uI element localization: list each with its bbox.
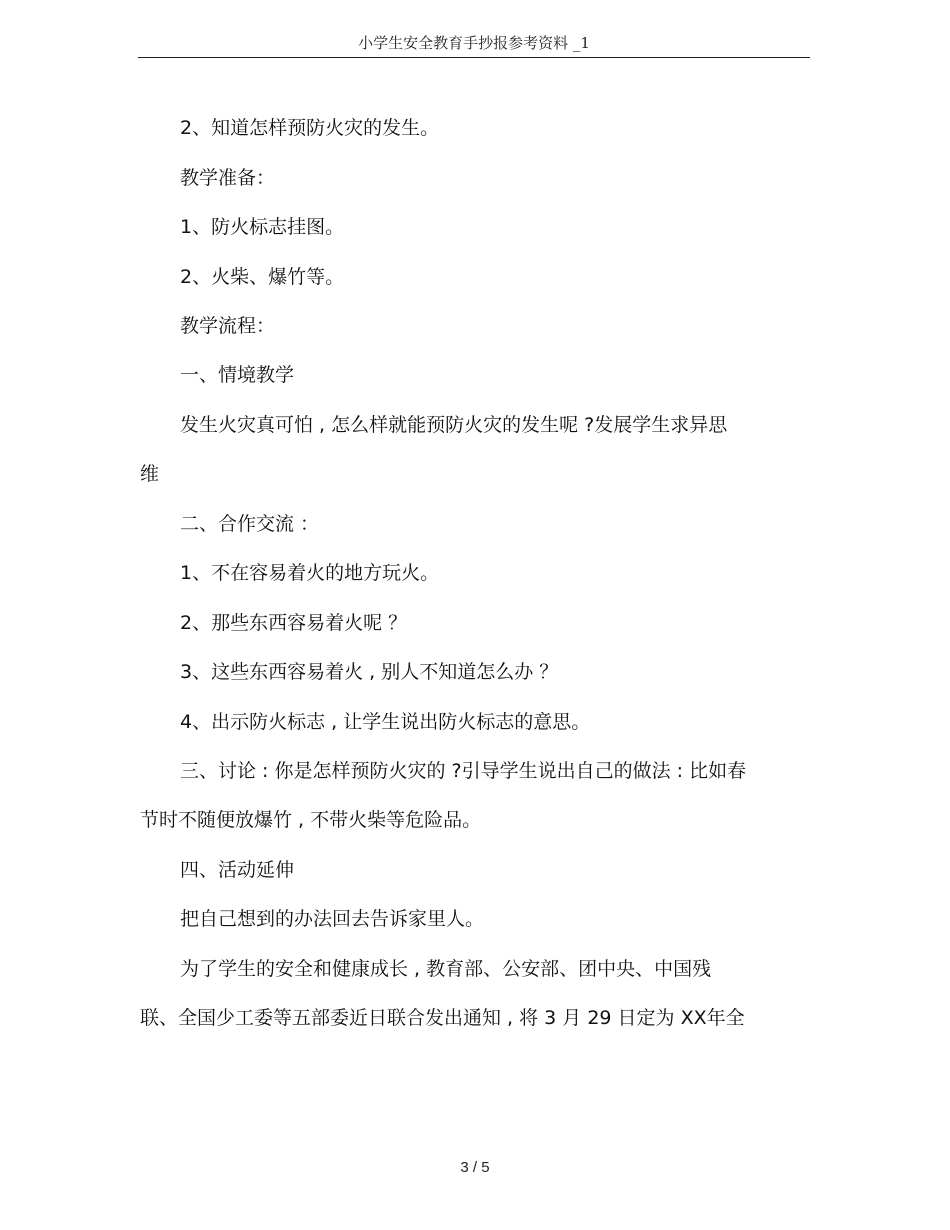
text-line: 1、不在容易着火的地方玩火。 [180, 562, 440, 584]
text-line: 三、讨论 : 你是怎样预防火灾的 ?引导学生说出自己的做法 : 比如春 [180, 760, 747, 782]
text-line: 教学准备： [180, 167, 276, 189]
text-line: 二、合作交流 ： [180, 513, 320, 535]
text-line: 3、这些东西容易着火 , 别人不知道怎么办 ？ [180, 661, 559, 683]
text-line: 教学流程： [180, 315, 276, 337]
text-line: 发生火灾真可怕 , 怎么样就能预防火灾的发生呢 ?发展学生求异思 [180, 414, 728, 436]
text-line: 1、防火标志挂图。 [180, 216, 345, 238]
text-line: 4、出示防火标志 , 让学生说出防火标志的意思。 [180, 711, 591, 733]
page-number: 3 / 5 [460, 1159, 490, 1176]
text-line: 四、活动延伸 [180, 859, 295, 881]
text-line: 把自己想到的办法回去告诉家里人。 [180, 908, 485, 930]
text-line: 2、火柴、爆竹等。 [180, 266, 345, 288]
text-line: 2、知道怎样预防火灾的发生。 [180, 117, 440, 139]
text-line: 2、那些东西容易着火呢 ？ [180, 612, 408, 634]
header-title: 小学生安全教育手抄报参考资料 _1 [358, 34, 590, 52]
text-line: 为了学生的安全和健康成长 , 教育部、公安部、团中央、中国残 [180, 958, 712, 980]
text-line: 维 [140, 463, 160, 485]
text-line: 联、全国少工委等五部委近日联合发出通知 , 将 3 月 29 日定为 XX年全 [140, 1007, 745, 1029]
text-line: 一、情境教学 [180, 364, 295, 386]
text-line: 节时不随便放爆竹 , 不带火柴等危险品。 [140, 809, 482, 831]
